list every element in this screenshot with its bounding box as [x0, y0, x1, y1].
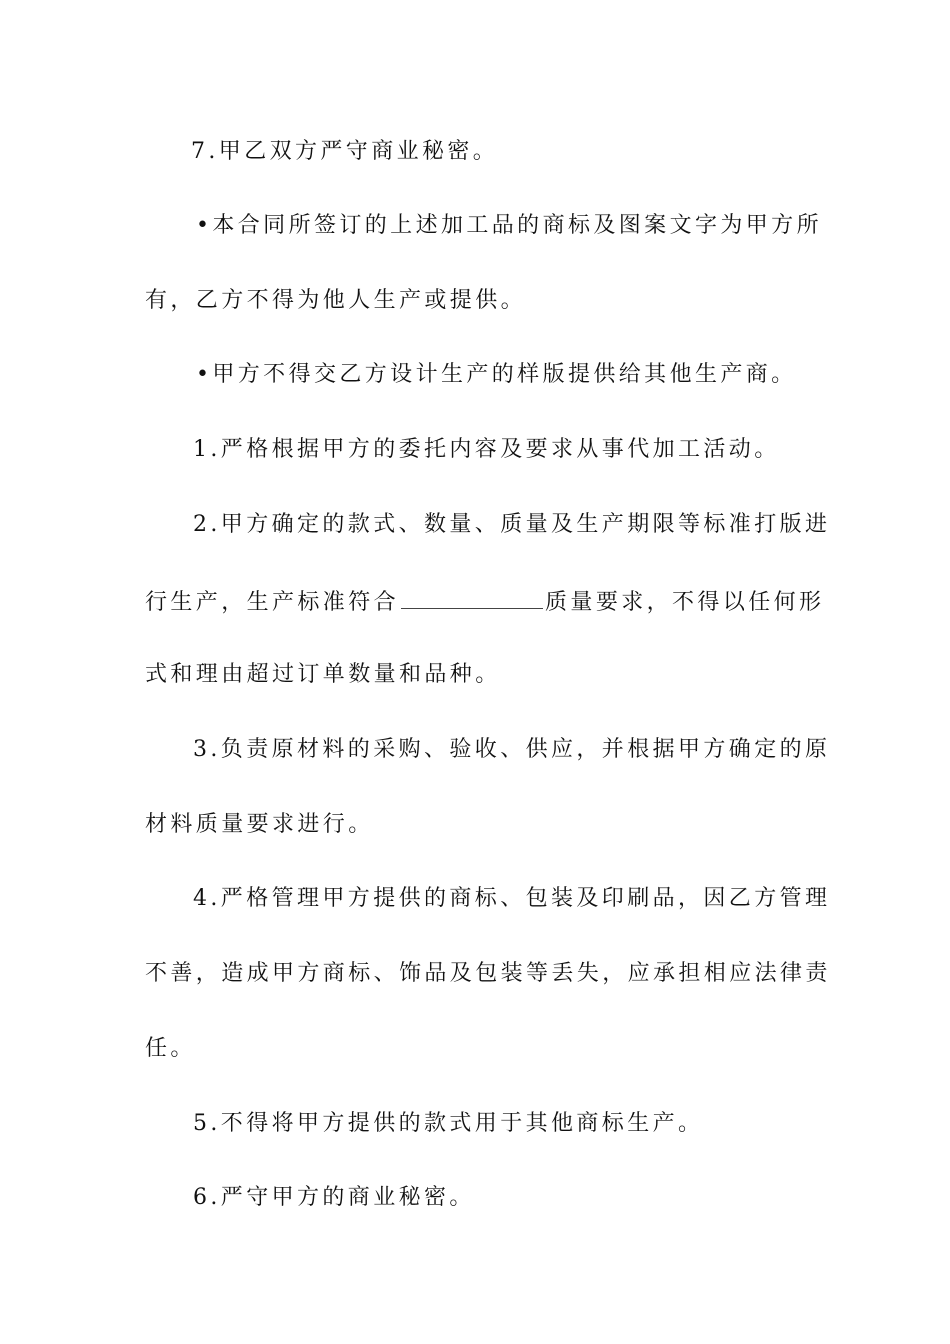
clause-2-line-2	[0, 580, 950, 620]
clause-5: 5.不得将甲方提供的款式用于其他商标生产。	[193, 1111, 704, 1136]
clause-4-line-2: 不善，造成甲方商标、饰品及包装等丢失，应承担相应法律责	[145, 961, 831, 986]
fill-in-blank	[401, 580, 543, 609]
clause-7: 7.甲乙双方严守商业秘密。	[191, 139, 499, 164]
bullet-samples: •甲方不得交乙方设计生产的样版提供给其他生产商。	[196, 362, 797, 387]
clause-2-line-2-end: 质量要求，不得以任何形	[545, 590, 825, 615]
clause-6: 6.严守甲方的商业秘密。	[193, 1185, 475, 1210]
clause-2-line-2-start: 行生产，生产标准符合	[145, 590, 400, 615]
clause-4-line-1: 4.严格管理甲方提供的商标、包装及印刷品，因乙方管理	[193, 886, 831, 911]
clause-3-line-1: 3.负责原材料的采购、验收、供应，并根据甲方确定的原	[193, 737, 831, 762]
bullet-trademark-line-2: 有，乙方不得为他人生产或提供。	[145, 288, 527, 313]
clause-2-line-1: 2.甲方确定的款式、数量、质量及生产期限等标准打版进	[193, 512, 831, 537]
clause-2-line-3: 式和理由超过订单数量和品种。	[145, 662, 501, 687]
clause-3-line-2: 材料质量要求进行。	[145, 812, 374, 837]
clause-1: 1.严格根据甲方的委托内容及要求从事代加工活动。	[193, 437, 780, 462]
clause-4-line-3: 任。	[145, 1036, 196, 1061]
bullet-trademark-line-1: •本合同所签订的上述加工品的商标及图案文字为甲方所	[196, 213, 822, 238]
